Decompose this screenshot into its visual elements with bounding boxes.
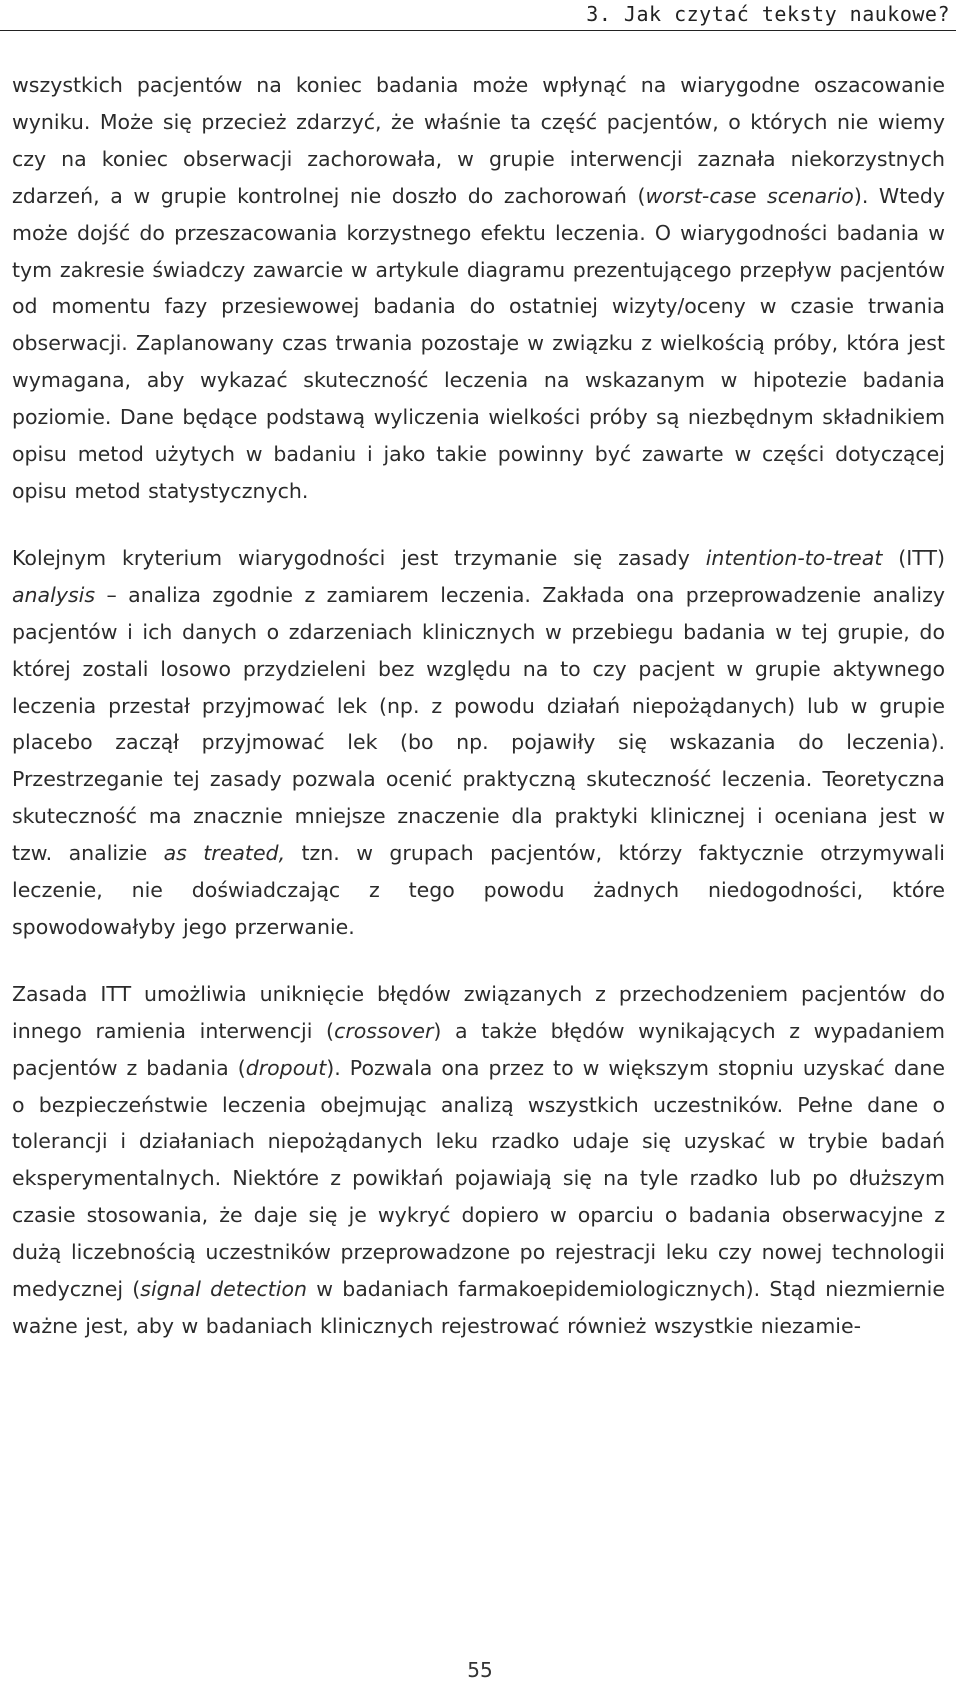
text-segment: Zasada ITT umożliwia uniknięcie błędów związanych z przechodzeniem pacjentów do innego ramienia interwencji ( — [12, 981, 945, 1043]
paragraph — [12, 976, 945, 1345]
text-segment: (ITT) — [882, 545, 945, 570]
text-segment: Kolejnym kryterium wiarygodności jest trzymanie się zasady — [12, 545, 706, 570]
text-segment-italic: intention-to-treat — [705, 545, 883, 570]
text-segment: w badaniach farmakoepidemiologicznych). Stąd niezmiernie ważne jest, aby w badaniach klinicznych rejestrować również wszystkie niezamie- — [12, 1277, 945, 1338]
text-segment-italic: signal detection — [140, 1277, 307, 1302]
running-header — [0, 0, 956, 31]
text-segment-italic: dropout — [245, 1055, 327, 1080]
text-segment: – analiza zgodnie z zamiarem leczenia. Zakłada ona przeprowadzenie analizy pacjentów i ich danych o zdarzeniach klinicznych w przebiegu badania w tej grupie, do której zostali losowo przydzieleni bez względu na to czy pacjent w grupie aktywnego leczenia przestał przyjmować lek (np. z powodu działań niepożądanych) lub w grupie placebo zaczął przyjmować lek (bo np. pojawiły się wskazania do leczenia). Przestrzeganie tej zasady pozwala ocenić praktyczną skuteczność leczenia. Teoretyczna skuteczność ma znacznie mniejsze znaczenie dla praktyki klinicznej i oceniana jest w tzw. analizie — [12, 582, 945, 866]
paragraph — [12, 67, 945, 510]
text-segment-italic: crossover — [334, 1018, 434, 1043]
paragraph — [12, 540, 945, 946]
text-segment: tzn. w grupach pacjentów, którzy faktycznie otrzymywali leczenie, nie doświadczając z tego powodu żadnych niedogodności, które spowodowałyby jego przerwanie. — [12, 841, 945, 939]
text-segment: ). Wtedy może dojść do przeszacowania korzystnego efektu leczenia. O wiarygodności badania w tym zakresie świadczy zawarcie w artykule diagramu prezentującego przepływ pacjentów od momentu fazy przesiewowej badania do ostatniej wizyty/oceny w czasie trwania obserwacji. Zaplanowany czas trwania pozostaje w związku z wielkością próby, która jest wymagana, aby wykazać skuteczność leczenia na wskazanym w hipotezie badania poziomie. Dane będące podstawą wyliczenia wielkości próby są niezbędnym składnikiem opisu metod użytych w badaniu i jako takie powinny być zawarte w części dotyczącej opisu metod statystycznych. — [12, 183, 945, 503]
text-segment: wszystkich pacjentów na koniec badania może wpłynąć na wiarygodne oszacowanie wyniku. Może się przecież zdarzyć, że właśnie ta część pacjentów, o których nie wiemy czy na koniec obserwacji zachorowała, w grupie interwencji zaznała niekorzystnych zdarzeń, a w grupie kontrolnej nie doszło do zachorowań ( — [12, 73, 945, 208]
text-segment: ) a także błędów wynikających z wypadaniem pacjentów z badania ( — [12, 1018, 946, 1080]
page-number: 55 — [467, 1658, 493, 1682]
text-segment-italic: as treated, — [163, 841, 286, 866]
running-title: 3. Jak czytać teksty naukowe? — [586, 2, 950, 26]
text-segment-italic: worst-case scenario — [645, 183, 854, 208]
body-text — [12, 67, 945, 1375]
text-segment: ). Pozwala ona przez to w większym stopniu uzyskać dane o bezpieczeństwie leczenia obejmując analizą wszystkich uczestników. Pełne dane o tolerancji i działaniach niepożądanych leku rzadko udaje się uzyskać w trybie badań eksperymentalnych. Niektóre z powikłań pojawiają się na tyle rzadko lub po dłuższym czasie stosowania, że daje się je wykryć dopiero w oparciu o badania obserwacyjne z dużą liczebnością uczestników przeprowadzone po rejestracji leku czy nowej technologii medycznej ( — [12, 1055, 946, 1302]
text-segment-italic: analysis — [12, 582, 96, 607]
